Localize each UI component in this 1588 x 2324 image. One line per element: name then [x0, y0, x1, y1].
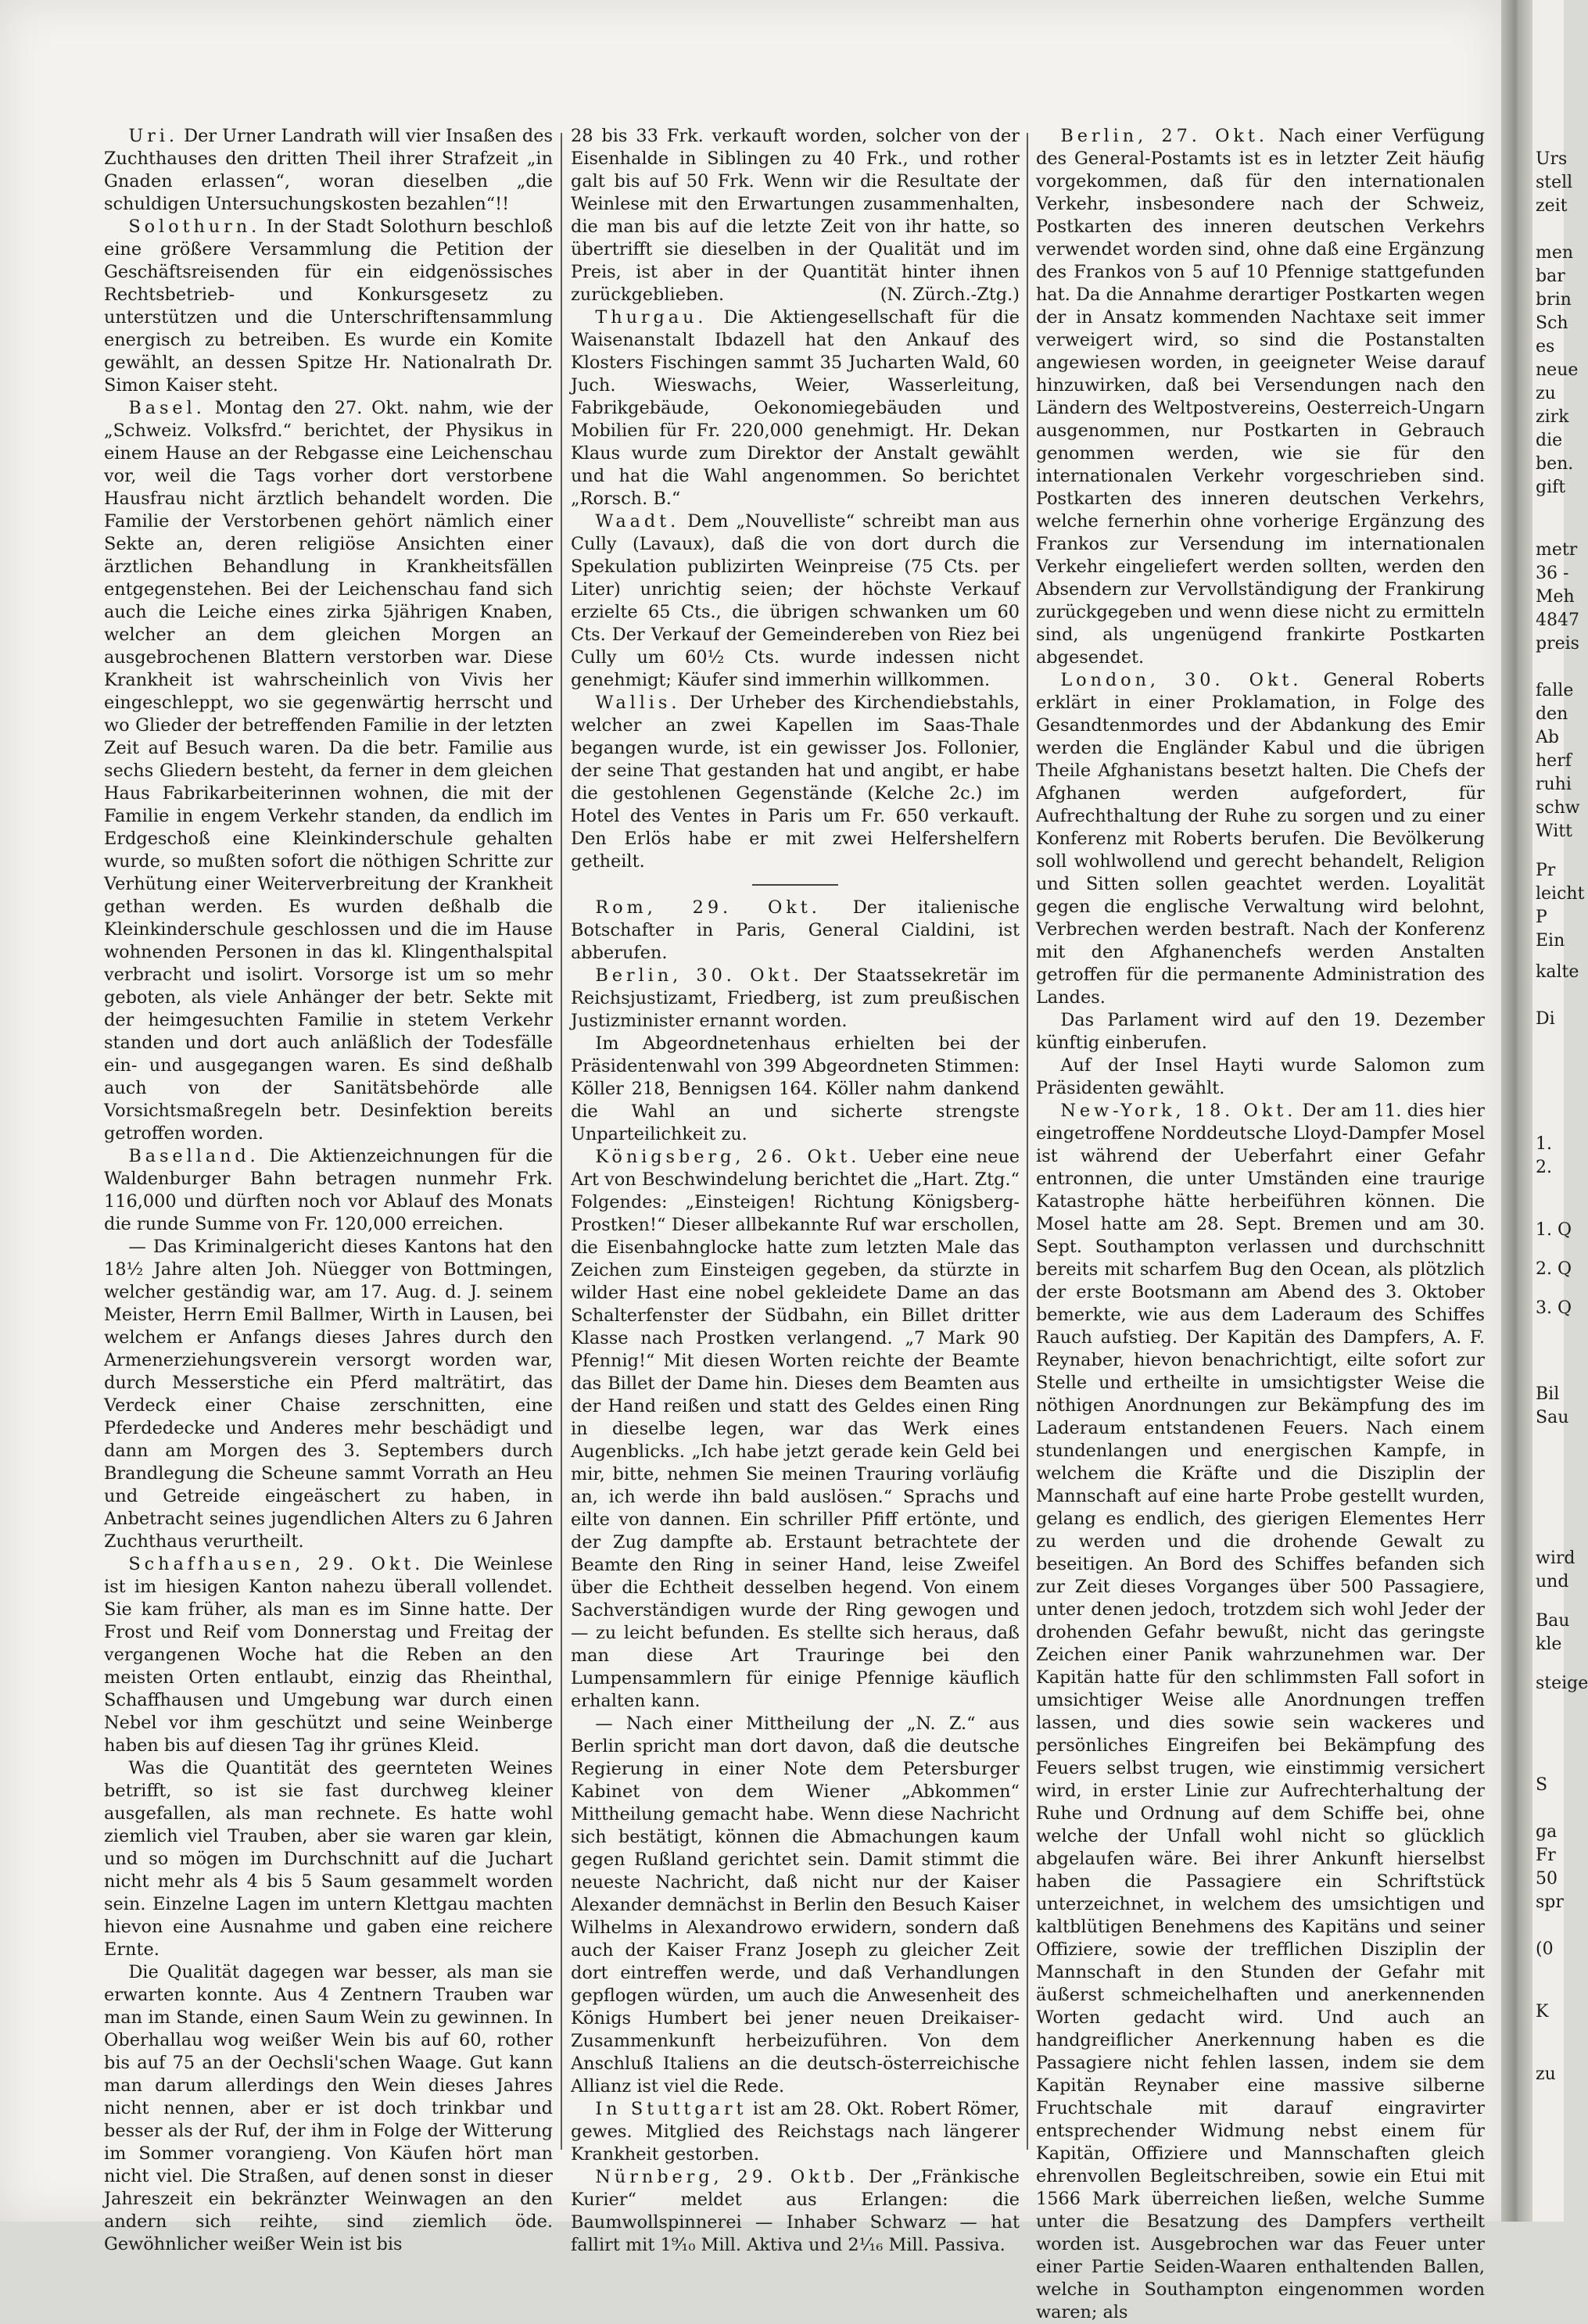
adjacent-page-fragment: schw: [1536, 798, 1580, 818]
article-text: Der Urner Landrath will vier Insaßen des Zuchthauses den dritten Theil ihrer Strafzeit „in Gnaden erlassen“, woran dieselben „die schuldigen Untersuchungskosten bezahlen“!!: [104, 126, 553, 214]
adjacent-page-fragment: zu: [1536, 2064, 1556, 2084]
article-text: Die Aktiengesellschaft für die Waisenanstalt Ibdazell hat den Ankauf des Klosters Fischingen sammt 35 Jucharten Wald, 60 Juch. Wieswachs, Weier, Wasserleitung, Fabrikgebäude, Oekonomiegebäuden und Mobilien für Fr. 220,000 genehmigt. Hr. Dekan Klaus wurde zum Direktor der Anstalt gewählt und hat die Wahl angenommen. So berichtet „Rorsch. B.“: [571, 307, 1020, 509]
article-text: 28 bis 33 Frk. verkauft worden, solcher von der Eisenhalde in Siblingen zu 40 Frk., und rother galt bis auf 50 Frk. Wenn wir die Resultate der Weinlese mit den Erwartungen zusammenhalten, die man bis auf die letzte Zeit von ihr hatte, so übertrifft sie dieselben in der Qualität und im Preis, ist aber in der Quantität hinter ihnen zurückgeblieben.: [571, 126, 1020, 305]
article-paragraph: [1036, 1055, 1485, 1100]
article-separator: [752, 884, 838, 886]
article-text: Der italienische Botschafter in Paris, General Cialdini, ist abberufen.: [571, 897, 1020, 963]
dateline: Berlin, 30. Okt.: [595, 965, 803, 986]
adjacent-page-fragment: ga: [1536, 1822, 1558, 1842]
adjacent-page-fragment: spr: [1536, 1893, 1564, 1912]
adjacent-page-fragment: Pr: [1536, 861, 1556, 880]
column-divider-2: [1027, 133, 1028, 2150]
article-paragraph: [104, 397, 553, 1145]
adjacent-page-fragment: herf: [1536, 751, 1572, 771]
adjacent-page-fragment: Bau: [1536, 1611, 1570, 1631]
adjacent-page-fragment: Meh: [1536, 587, 1575, 607]
adjacent-page-fragment: brin: [1536, 290, 1572, 310]
dateline: London, 30. Okt.: [1060, 670, 1303, 690]
adjacent-page-fragment: preis: [1536, 634, 1579, 654]
article-text: Montag den 27. Okt. nahm, wie der „Schweiz. Volksfrd.“ berichtet, der Physikus in einem Hause an der Rebgasse eine Leichenschau vor, weil die Tags vorher dort verstorbene Hausfrau nicht ärztlich behandelt worden. Die Familie der Verstorbenen gehört nämlich einer Sekte an, deren religiöse Ansichten einer ärztlichen Behandlung in Krankheitsfällen entgegenstehen. Bei der Leichenschau fand sich auch die Leiche eines zirka 5jährigen Knaben, welcher an dem gleichen Morgen an ausgebrochenen Blattern verstorben war. Diese Krankheit ist wahrscheinlich von Vivis her eingeschleppt, wo sie gegenwärtig herrscht und wo Glieder der betreffenden Familie in der letzten Zeit auf Besuch waren. Da die betr. Familie aus sechs Gliedern besteht, da ferner in dem gleichen Haus Fabrikarbeiterinnen wohnen, die mit der Familie in engem Verkehr standen, da endlich im Erdgeschoß eine Kleinkinderschule gehalten wurde, so mußten sofort die nöthigen Schritte zur Verhütung einer Weiterverbreitung der Krankheit gethan werden. Es wurden deßhalb die Kleinkinderschule geschlossen und die im Hause wohnenden Personen in das kl. Klingenthalspital verbracht und isolirt. Vorsorge ist um so mehr geboten, als viele Anhänger der betr. Sekte mit der heimgesuchten Familie in stetem Verkehr standen und dort auch anläßlich der Todesfälle ein- und ausgegangen waren. Es sind deßhalb auch von der Sanitätsbehörde alle Vorsichtsmaßregeln betr. Desinfektion bereits getroffen worden.: [104, 398, 553, 1144]
article-paragraph: [571, 897, 1020, 965]
adjacent-page-fragment: gift: [1536, 478, 1566, 497]
adjacent-page-fragment: Ein: [1536, 931, 1565, 951]
adjacent-page-fragment: Fr: [1536, 1846, 1556, 1865]
adjacent-page-edge: [1532, 0, 1588, 2222]
article-paragraph: [571, 306, 1020, 510]
adjacent-page-fragment: S: [1536, 1775, 1548, 1795]
dateline: Berlin, 27. Okt.: [1060, 126, 1268, 146]
article-text: Was die Quantität des geernteten Weines betrifft, so ist sie fast durchweg kleiner ausgefallen, als man rechnete. Es hatte wohl ziemlich viel Trauben, aber sie waren gar klein, und so mögen im Durchschnitt auf die Juchart nicht mehr als 4 bis 5 Saum gesammelt worden sein. Einzelne Lagen im untern Klettgau machten hievon eine Ausnahme und gaben eine reichere Ernte.: [104, 1758, 553, 1960]
dateline: Thurgau.: [595, 307, 708, 328]
adjacent-page-fragment: 4847: [1536, 611, 1579, 630]
adjacent-page-fragment: Sau: [1536, 1408, 1569, 1427]
adjacent-page-fragment: 36 -: [1536, 564, 1569, 583]
adjacent-page-fragment: Witt: [1536, 822, 1572, 841]
article-paragraph: [1036, 669, 1485, 1009]
article-paragraph: [571, 2166, 1020, 2257]
column-divider-1: [561, 133, 562, 2150]
article-text: Ueber eine neue Art von Beschwindelung berichtet die „Hart. Ztg.“ Folgendes: „Einsteigen! Richtung Königsberg-Prostken!“ Dieser allbekannte Ruf war erschollen, die Eisenbahnglocke hatte zum letzten Male das Zeichen zum Einsteigen gegeben, da stürzte in wilder Hast eine nobel gekleidete Dame an das Schalterfenster der Südbahn, ein Billet dritter Klasse nach Prostken verlangend. „7 Mark 90 Pfennig!“ Mit diesen Worten reichte der Beamte das Billet der Dame hin. Dieses dem Beamten aus der Hand reißen und statt des Geldes einen Ring in dieselbe legen, war das Werk eines Augenblicks. „Ich habe jetzt gerade kein Geld bei mir, bitte, nehmen Sie meinen Trauring vorläufig an, ich werde ihn bald auslösen.“ Sprachs und eilte von dannen. Ein schriller Pfiff ertönte, und der Zug dampfte ab. Erstaunt betrachtete der Beamte den Ring in seiner Hand, leise Zweifel über die Echtheit desselben hegend. Von einem Sachverständigen wurde der Ring gewogen und — zu leicht befunden. Es stellte sich heraus, daß man diese Art Trauringe bei den Lumpensammlern für einige Pfennige käuflich erhalten kann.: [571, 1147, 1020, 1711]
article-text: Dem „Nouvelliste“ schreibt man aus Cully (Lavaux), daß die von dort durch die Spekulation publizirten Weinpreise (75 Cts. per Liter) unrichtig seien; der höchste Verkauf erzielte 65 Cts., die übrigen schwanken um 60 Cts. Der Verkauf der Gemeindereben von Riez bei Cully um 60½ Cts. wurde indessen nicht genehmigt; Käufer sind immerhin willkommen.: [571, 511, 1020, 690]
article-paragraph: [1036, 1100, 1485, 2324]
article-text: Die Weinlese ist im hiesigen Kanton nahezu überall vollendet. Sie kam früher, als man es im Sinne hatte. Der Frost und Reif vom Donnerstag und Freitag der vergangenen Woche hat die Reben an den meisten Orten entlaubt, einzig das Rheinthal, Schaffhausen und Umgebung war durch einen Nebel vor ihm geschützt und seine Weinberge haben bis auf diesen Tag ihr grünes Kleid.: [104, 1554, 553, 1756]
article-paragraph: [571, 1713, 1020, 2098]
article-text: In der Stadt Solothurn beschloß eine größere Versammlung die Petition der Geschäftsreisenden für ein eidgenössisches Rechtsbetrieb- und Konkursgesetz zu unterstützen und die Unterschriftensammlung energisch zu betreiben. Es wurde ein Komite gewählt, an dessen Spitze Hr. Nationalrath Dr. Simon Kaiser steht.: [104, 217, 553, 396]
dateline: Baselland.: [128, 1146, 260, 1166]
adjacent-page-fragment: und: [1536, 1572, 1569, 1592]
adjacent-page-fragment: es: [1536, 337, 1555, 356]
article-paragraph: [104, 1961, 553, 2256]
adjacent-page-fragment: den: [1536, 704, 1568, 724]
adjacent-page-fragment: leicht: [1536, 884, 1585, 904]
article-text: Der Urheber des Kirchendiebstahls, welcher an zwei Kapellen im Saas-Thale begangen wurde, ist ein gewisser Jos. Follonier, der seine That gestanden hat und angibt, er habe die gestohlenen Gegenstände (Kelche 2c.) im Hotel des Ventes in Paris um Fr. 650 verkauft. Den Erlös habe er mit zwei Helfershelfern getheilt.: [571, 693, 1020, 872]
adjacent-page-fragment: Ab: [1536, 728, 1559, 747]
adjacent-page-fragment: (0: [1536, 1939, 1554, 1959]
article-paragraph: [104, 125, 553, 216]
dateline: Waadt.: [595, 511, 680, 532]
article-paragraph: [571, 1033, 1020, 1146]
adjacent-page-fragment: zirk: [1536, 407, 1569, 427]
dateline: Basel.: [128, 398, 206, 418]
article-paragraph: [104, 216, 553, 397]
article-paragraph: [104, 1236, 553, 1553]
adjacent-page-fragment: P: [1536, 908, 1547, 927]
dateline: Rom, 29. Okt.: [595, 897, 821, 918]
dateline: Solothurn.: [128, 217, 261, 237]
adjacent-page-fragment: men: [1536, 243, 1574, 263]
article-paragraph: [571, 1146, 1020, 1713]
adjacent-page-fragment: 2.: [1536, 1158, 1552, 1177]
adjacent-page-fragment: Bil: [1536, 1384, 1560, 1404]
adjacent-page-fragment: zu: [1536, 384, 1556, 403]
dateline: Königsberg, 26. Okt.: [595, 1147, 861, 1167]
dateline: Schaffhausen, 29. Okt.: [128, 1554, 425, 1574]
dateline: Nürnberg, 29. Oktb.: [595, 2167, 859, 2187]
article-text: Nach einer Verfügung des General-Postamts ist es in letzter Zeit häufig vorgekommen, daß für den internationalen Verkehr, insbesondere nach der Schweiz, Postkarten des inneren deutschen Verkehrs verwendet worden sind, ohne daß eine Ergänzung des Frankos von 5 auf 10 Pfennige stattgefunden hat. Da die Annahme derartiger Postkarten wegen der in Ansatz kommenden Nachtaxe seit immer verweigert wird, so sind die Postanstalten angewiesen worden, in geeigneter Weise darauf hinzuwirken, daß bei Versendungen nach den Ländern des Weltpostvereins, Oesterreich-Ungarn ausgenommen, nur Postkarten in Gebrauch genommen werden, wie sie für den internationalen Verkehr vorgeschrieben sind. Postkarten des inneren deutschen Verkehrs, welche fernerhin ohne vorherige Ergänzung des Frankos zur Versendung im internationalen Verkehr eingeliefert werden sollten, werden den Absendern zur Vervollständigung der Frankirung zurückgegeben und wenn diese nicht zu ermitteln sind, als ungenügend frankirte Postkarten abgesendet.: [1036, 126, 1486, 668]
column-2: [571, 125, 1020, 2255]
adjacent-page-fragment: neue: [1536, 360, 1579, 380]
article-text: Die Qualität dagegen war besser, als man sie erwarten konnte. Aus 4 Zentnern Trauben war man im Stande, einen Saum Wein zu gewinnen. In Oberhallau wog weißer Wein bis auf 60, rother bis auf 75 an der Oechsli'schen Waage. Gut kann man darum allerdings den Wein dieses Jahres nicht nennen, aber er ist doch trinkbar und besser als der Ruf, der ihm in Folge der Witterung im Sommer vorangieng. Von Käufen hört man nicht viel. Die Straßen, auf denen sonst in dieser Jahreszeit ein bekränzter Weinwagen an den andern sich reihte, sind ziemlich öde. Gewöhnlicher weißer Wein ist bis: [104, 1962, 553, 2254]
article-paragraph: [571, 965, 1020, 1033]
dateline: Wallis.: [595, 693, 681, 713]
adjacent-page-fragment: Sch: [1536, 313, 1568, 333]
column-3: [1036, 125, 1486, 2322]
adjacent-page-fragment: stell: [1536, 173, 1573, 192]
adjacent-page-fragment: 50: [1536, 1869, 1558, 1889]
article-text: Auf der Insel Hayti wurde Salomon zum Präsidenten gewählt.: [1036, 1055, 1485, 1098]
article-paragraph: [104, 1553, 553, 1757]
article-paragraph: [571, 692, 1020, 873]
adjacent-page-fragment: metr: [1536, 540, 1578, 560]
article-paragraph: [571, 2098, 1020, 2166]
adjacent-page-fragment: zeit: [1536, 196, 1568, 216]
dateline: Uri.: [128, 126, 178, 146]
article-paragraph: [104, 1757, 553, 1961]
article-text: ist am 28. Okt. Robert Römer, gewes. Mitglied des Reichstags nach längerer Krankheit gestorben.: [571, 2099, 1020, 2165]
adjacent-page-fragment: Urs: [1536, 149, 1568, 169]
article-text: Der „Fränkische Kurier“ meldet aus Erlangen: die Baumwollspinnerei — Inhaber Schwarz — hat fallirt mit 1⁹⁄₁₀ Mill. Aktiva und 2¹⁄₁₆ Mill. Passiva.: [571, 2167, 1020, 2255]
dateline: In Stuttgart: [595, 2099, 747, 2119]
article-paragraph: [571, 510, 1020, 692]
page-gutter: [1501, 0, 1532, 2222]
adjacent-page-fragment: steige: [1536, 1674, 1588, 1693]
adjacent-page-fragment: ruhi: [1536, 775, 1572, 794]
adjacent-page-fragment: 1.: [1536, 1134, 1552, 1154]
adjacent-page-fragment: kalte: [1536, 962, 1579, 982]
article-text: Der Staatssekretär im Reichsjustizamt, Friedberg, ist zum preußischen Justizminister ernannt worden.: [571, 965, 1020, 1031]
adjacent-page-fragment: bar: [1536, 267, 1565, 286]
column-1: [104, 125, 553, 2254]
adjacent-page-fragment: die: [1536, 431, 1563, 450]
article-text: — Nach einer Mittheilung der „N. Z.“ aus Berlin spricht man dort davon, daß die deutsche Regierung in einer Note dem Petersburger Kabinet von dem Wiener „Abkommen“ Mittheilung gemacht habe. Wenn diese Nachricht sich bestätigt, können die Abmachungen kaum gegen Rußland gerichtet sein. Damit stimmt die neueste Nachricht, daß nicht nur der Kaiser Alexander demnächst in Berlin den Besuch Kaiser Wilhelms in Alexandrowo erwidern, sondern daß auch der Kaiser Franz Joseph zu gleicher Zeit dort eintreffen werde, und daß Verhandlungen gepflogen würden, um auch die Anwesenheit des Königs Humbert bei jener neuen Dreikaiser-Zusammenkunft herbeizuführen. Von dem Anschluß Italiens an die deutsch-österreichische Allianz ist viel die Rede.: [571, 1713, 1020, 2097]
article-paragraph: [1036, 1009, 1485, 1055]
article-text: Im Abgeordnetenhaus erhielten bei der Präsidentenwahl von 399 Abgeordneten Stimmen: Köller 218, Bennigsen 164. Köller nahm dankend die Wahl an und sicherte strengste Unpartеilichkeit zu.: [571, 1033, 1020, 1144]
adjacent-page-fragment: 1. Q: [1536, 1220, 1572, 1240]
article-text: General Roberts erklärt in einer Proklamation, in Folge des Gesandtenmordes und der Abdankung des Emir werden die Engländer Kabul und die übrigen Theile Afghanistans besetzt halten. Die Chefs der Afghanen werden aufgefordert, für Aufrechthaltung der Ruhe zu sorgen und zu einer Konferenz mit Roberts berufen. Die Bevölkerung soll wohlwollend und gerecht behandelt, Religion und Sitten sollen geachtet werden. Loyalität gegen die englische Verwaltung wird belohnt, Verbrechen werden bestraft. Nach der Konferenz mit den Afghanenchefs werden Anstalten getroffen für die permanente Administration des Landes.: [1036, 670, 1485, 1008]
adjacent-page-fragment: ben.: [1536, 454, 1574, 474]
adjacent-page-fragment: 3. Q: [1536, 1298, 1572, 1318]
adjacent-page-fragment: 2. Q: [1536, 1259, 1572, 1279]
article-text: Die Aktienzeichnungen für die Waldenburger Bahn betragen nunmehr Frk. 116,000 und dürften noch vor Ablauf des Monats die runde Summe von Fr. 120,000 erreichen.: [104, 1146, 553, 1234]
article-paragraph: [571, 125, 1020, 306]
adjacent-page-fragment: Di: [1536, 1009, 1555, 1029]
adjacent-page-fragment: K: [1536, 2002, 1549, 2021]
adjacent-page-fragment: wird: [1536, 1549, 1575, 1568]
article-text: Das Parlament wird auf den 19. Dezember künftig einberufen.: [1036, 1010, 1485, 1053]
article-text: — Das Kriminalgericht dieses Kantons hat den 18½ Jahre alten Joh. Nüegger von Bottmingen, welcher geständig war, am 17. Aug. d. J. seinem Meister, Herrn Emil Ballmer, Wirth in Lausen, bei welchem er Anfangs dieses Jahres durch den Armenerziehungsverein versorgt worden war, durch Messerstiche ein Pferd malträtirt, das Verdeck einer Chaise zerschnitten, eine Pferdedecke und Anderes mehr beschädigt und dann am Morgen des 3. Septembers durch Brandlegung die Scheune sammt Vorrath an Heu und Getreide eingeäschert zu haben, in Anbetracht seines jugendlichen Alters zu 6 Jahren Zuchthaus verurtheilt.: [104, 1237, 553, 1552]
source-citation: (N. Zürch.-Ztg.): [880, 285, 1020, 305]
adjacent-page-fragment: falle: [1536, 681, 1574, 700]
article-text: Der am 11. dies hier eingetroffene Norddeutsche Lloyd-Dampfer Mosel ist während der Ueberfahrt einer Gefahr entronnen, die unter Umständen eine traurige Katastrophe hätte herbeiführen können. Die Mosel hatte am 28. Sept. Bremen und am 30. Sept. Southampton verlassen und durchschnitt bereits mit scharfem Bug den Ocean, als plötzlich der erste Bootsmann am Abend des 3. Oktober bemerkte, wie aus dem Laderaum des Schiffes Rauch aufstieg. Der Kapitän des Dampfers, A. F. Reynaber, hievon benachrichtigt, eilte sofort zur Stelle und ertheilte in umsichtigster Weise die nöthigen Anordnungen zur Bekämpfung des im Laderaum entstandenen Feuers. Nach einem stundenlangen und energischen Kampfe, in welchem die Kräfte und die Disziplin der Mannschaft auf eine harte Probe gestellt wurden, gelang es endlich, des gierigen Elementes Herr zu werden und die drohende Gewalt zu beseitigen. An Bord des Schiffes befanden sich zur Zeit dieses Vorganges über 500 Passagiere, unter denen jedoch, trotzdem sich wohl Jeder der drohenden Gefahr bewußt, nicht das geringste Zeichen einer Panik wahrzunehmen war. Der Kapitän hatte für den schlimmsten Fall sofort in umsichtiger Weise alle Anordnungen treffen lassen, und dies sowie sein wackeres und persönliches Eingreifen bei Bekämpfung des Feuers selbst trugen, wie einstimmig versichert wird, in erster Linie zur Aufrechterhaltung der Ruhe und Ordnung auf dem Schiffe bei, ohne welche der Unfall wohl nicht so glücklich abgelaufen wäre. Bei ihrer Ankunft hierselbst haben die Passagiere ein Schriftstück unterzeichnet, in welchem des umsichtigen und kaltblütigen Benehmens des Kapitäns und seiner Offiziere, sowie der trefflichen Disziplin der Mannschaft in den Stunden der Gefahr mit äußerst schmeichelhaften und anerkennenden Worten gedacht wird. Und auch an handgreiflicher Anerkennung haben es die Passagiere nicht fehlen lassen, indem sie dem Kapitän Reynaber eine massive silberne Fruchtschale mit darauf eingravirter entsprechender Widmung nebst einem für Kapitän, Offiziere und Mannschaften gleich ehrenvollen Begleitschreiben, sowie ein Etui mit 1566 Mark überreichen ließen, welche Summe unter die Besatzung des Dampfers vertheilt worden ist. Ausgebrochen war das Feuer unter einer Partie Seiden-Waaren enthaltenden Ballen, welche in Southampton eingenommen worden waren; als: [1036, 1101, 1486, 2322]
article-paragraph: [104, 1145, 553, 1236]
adjacent-page-fragment: kle: [1536, 1635, 1562, 1654]
dateline: New-York, 18. Okt.: [1060, 1101, 1297, 1121]
article-paragraph: [1036, 125, 1485, 669]
